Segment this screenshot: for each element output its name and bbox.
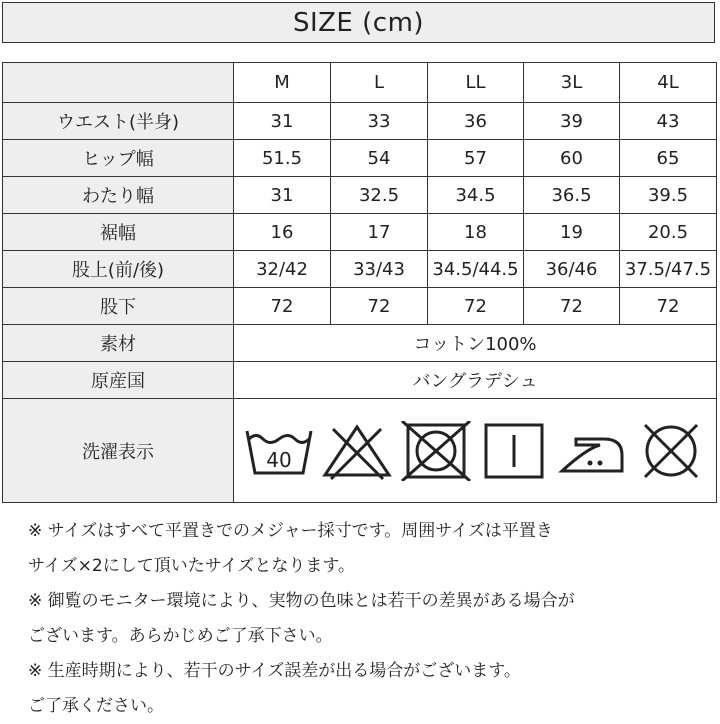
- table-cell: 72: [331, 288, 428, 325]
- table-cell: 36: [428, 103, 524, 140]
- row-label-hem: 裾幅: [3, 214, 234, 251]
- row-label-washing: 洗濯表示: [3, 399, 234, 503]
- table-cell: 54: [331, 140, 428, 177]
- note-line: ※ 御覧のモニター環境により、実物の色味とは若干の差異がある場合が: [28, 591, 575, 611]
- table-cell: 60: [524, 140, 620, 177]
- no-bleach-icon: [321, 421, 393, 481]
- table-row: [3, 288, 717, 325]
- washing-row: [3, 399, 717, 503]
- note-line: ※ 生産時期により、若干のサイズ誤差が出る場合がございます。: [28, 661, 521, 681]
- wash-temp-label: 40: [266, 447, 292, 472]
- table-cell: 31: [234, 103, 331, 140]
- table-cell: 17: [331, 214, 428, 251]
- material-row: [3, 325, 717, 362]
- table-cell: 16: [234, 214, 331, 251]
- table-row: [3, 103, 717, 140]
- washing-icons: [234, 421, 716, 481]
- table-cell: 32.5: [331, 177, 428, 214]
- size-header-3l: 3L: [524, 63, 620, 103]
- table-row: [3, 140, 717, 177]
- size-header-ll: LL: [428, 63, 524, 103]
- row-label-material: 素材: [3, 325, 234, 362]
- size-header-l: L: [331, 63, 428, 103]
- note-line: サイズ×2にして頂いたサイズとなります。: [28, 556, 355, 576]
- line-dry-icon: [478, 421, 550, 481]
- row-label-inseam: 股下: [3, 288, 234, 325]
- material-value: コットン100%: [234, 325, 717, 362]
- size-table: [2, 62, 717, 503]
- table-cell: 18: [428, 214, 524, 251]
- row-label-hip: ヒップ幅: [3, 140, 234, 177]
- size-header-m: M: [234, 63, 331, 103]
- table-row: [3, 214, 717, 251]
- table-cell: 57: [428, 140, 524, 177]
- table-cell: 33/43: [331, 251, 428, 288]
- table-cell: 19: [524, 214, 620, 251]
- origin-row: [3, 362, 717, 399]
- table-cell: 34.5: [428, 177, 524, 214]
- table-cell: 39.5: [620, 177, 717, 214]
- table-cell: 33: [331, 103, 428, 140]
- table-cell: 36.5: [524, 177, 620, 214]
- table-cell: 72: [524, 288, 620, 325]
- table-cell: 31: [234, 177, 331, 214]
- row-label-rise: 股上(前/後): [3, 251, 234, 288]
- table-cell: 72: [620, 288, 717, 325]
- notes: [28, 514, 708, 724]
- row-label-origin: 原産国: [3, 362, 234, 399]
- no-dry-clean-icon: [635, 421, 707, 481]
- table-cell: 34.5/44.5: [428, 251, 524, 288]
- note-line: ございます。あらかじめご了承下さい。: [28, 626, 333, 646]
- header-corner-cell: [3, 63, 234, 103]
- row-label-waist: ウエスト(半身): [3, 103, 234, 140]
- washing-icons-cell: [234, 399, 717, 503]
- note-line: ※ サイズはすべて平置きでのメジャー採寸です。周囲サイズは平置き: [28, 521, 553, 541]
- table-cell: 39: [524, 103, 620, 140]
- note-line: ご了承ください。: [28, 696, 164, 716]
- wash-40-icon: [243, 421, 315, 481]
- origin-value: バングラデシュ: [234, 362, 717, 399]
- table-cell: 72: [428, 288, 524, 325]
- table-cell: 65: [620, 140, 717, 177]
- table-row: [3, 177, 717, 214]
- table-cell: 51.5: [234, 140, 331, 177]
- no-tumble-dry-icon: [400, 421, 472, 481]
- table-row: [3, 251, 717, 288]
- row-label-thigh: わたり幅: [3, 177, 234, 214]
- iron-low-icon: [556, 421, 628, 481]
- table-cell: 36/46: [524, 251, 620, 288]
- page-title: SIZE (cm): [2, 2, 715, 43]
- size-header-4l: 4L: [620, 63, 717, 103]
- table-cell: 20.5: [620, 214, 717, 251]
- size-header-row: [3, 63, 717, 103]
- table-cell: 32/42: [234, 251, 331, 288]
- table-cell: 37.5/47.5: [620, 251, 717, 288]
- table-cell: 72: [234, 288, 331, 325]
- table-cell: 43: [620, 103, 717, 140]
